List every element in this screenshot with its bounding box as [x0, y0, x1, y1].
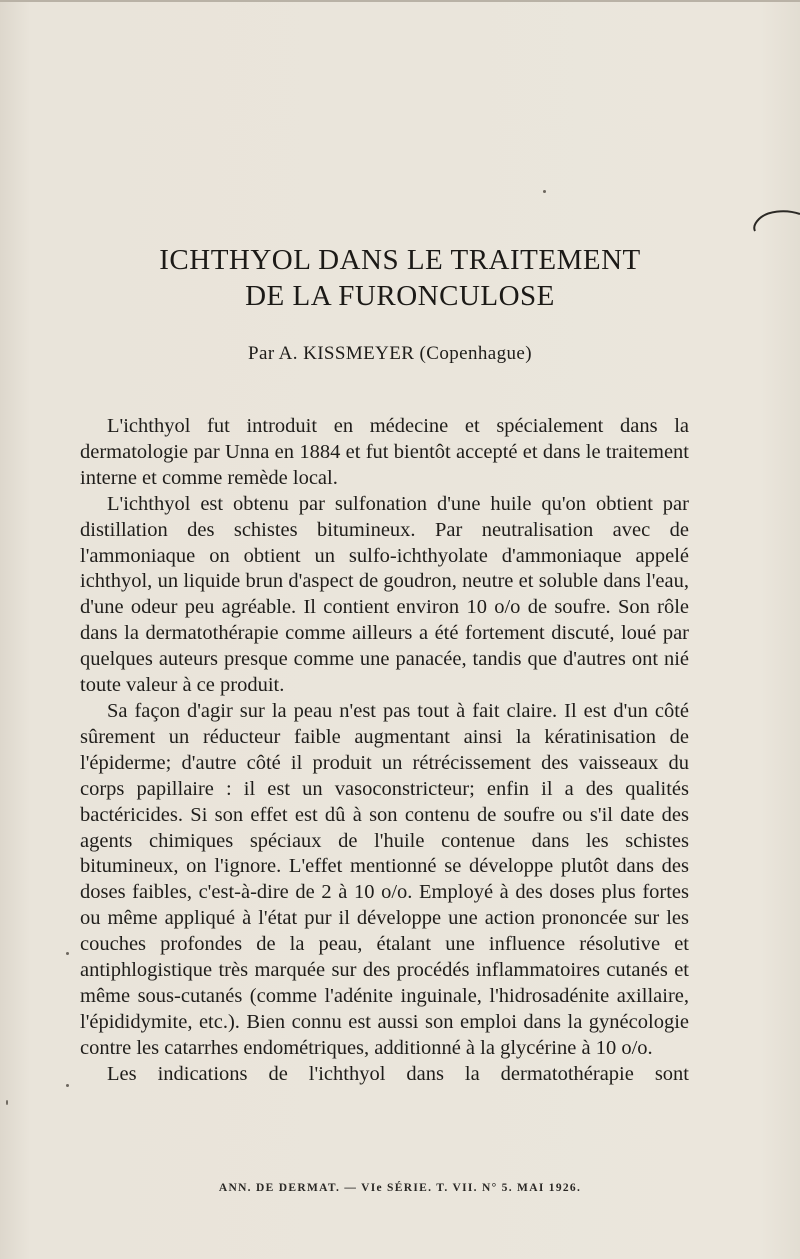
print-speck — [6, 1100, 8, 1105]
journal-footer: ANN. DE DERMAT. — VIe SÉRIE. T. VII. N° 5. MAI 1926. — [218, 1182, 582, 1194]
print-speck — [66, 952, 69, 955]
print-speck — [66, 1084, 69, 1087]
paragraph: Les indications de l'ichthyol dans la dermatothérapie sont — [107, 1062, 689, 1085]
article-title-line-1: ICHTHYOL DANS LE TRAITEMENT — [159, 244, 641, 276]
page-edge — [0, 0, 800, 2]
article-body — [80, 414, 689, 1088]
paragraph: L'ichthyol fut introduit en médecine et spécialement dans la dermatologie par Unna en 1884 et fut bientôt accepté et dans le traitement interne et comme remède local. — [80, 415, 689, 489]
print-speck — [543, 190, 546, 193]
author-byline: Par A. KISSMEYER (Copenhague) — [248, 343, 532, 364]
paragraph: L'ichthyol est obtenu par sulfonation d'une huile qu'on obtient par distillation des schistes bitumineux. Par neutralisation avec de l'ammoniaque on obtient un sulfo-ichthyolate d'ammoniaque appelé ichthyol, un liquide brun d'aspect de goudron, neutre et soluble dans l'eau, d'une odeur peu agréable. Il contient environ 10 o/o de soufre. Son rôle dans la dermatothérapie comme ailleurs a été fortement discuté, loué par quelques auteurs presque comme une panacée, tandis que d'autres ont nié toute valeur à ce produit. — [80, 492, 689, 697]
margin-pencil-mark — [745, 205, 800, 245]
paragraph: Sa façon d'agir sur la peau n'est pas tout à fait claire. Il est d'un côté sûrement un réducteur faible augmentant ainsi la kératinisation de l'épiderme; d'autre côté il produit un rétrécissement des vaisseaux du corps papillaire : il est un vasoconstricteur; enfin il a des qualités bactéricides. Si son effet est dû à son contenu de soufre ou s'il date des agents chimiques spéciaux de l'huile contenue dans les schistes bitumineux, on l'ignore. L'effet mentionné se développe plutôt dans des doses faibles, c'est-à-dire de 2 à 10 o/o. Employé à des doses plus fortes ou même appliqué à l'état pur il développe une action prononcée sur les couches profondes de la peau, étalant une influence résolutive et antiphlogistique très marquée sur des procédés inflammatoires cutanés et même sous-cutanés (comme l'adénite inguinale, l'hidrosadénite axillaire, l'épididymite, etc.). Bien connu est aussi son emploi dans la gynécologie contre les catarrhes endométriques, additionné à la glycérine à 10 o/o. — [80, 699, 689, 1059]
article-title-line-2: DE LA FURONCULOSE — [245, 280, 555, 312]
